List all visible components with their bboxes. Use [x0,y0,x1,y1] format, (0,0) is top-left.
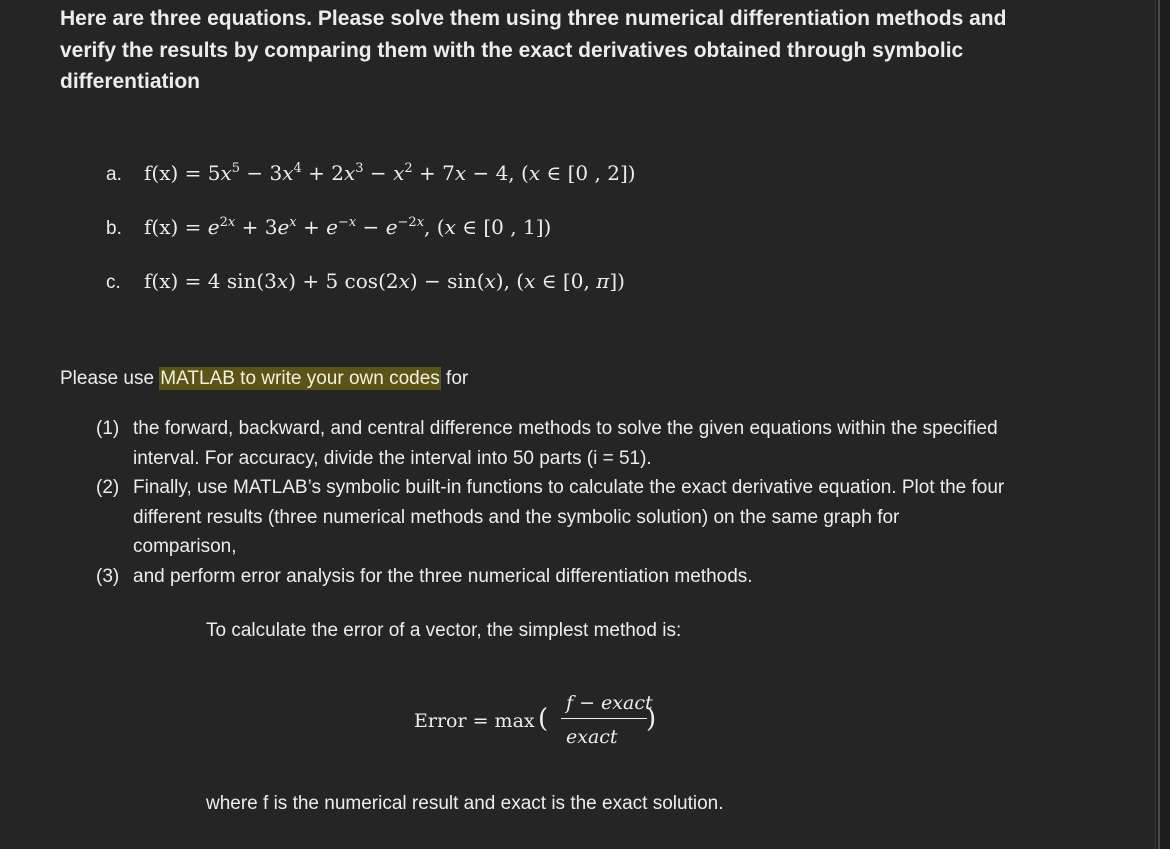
step-number: (3) [96,565,120,587]
highlighted-text: MATLAB to write your own codes [160,368,440,389]
where-text: where f is the numerical result and exact is the exact solution. [206,793,724,814]
right-paren: ) [646,704,657,734]
equation-text: $f(x) = 5x^5 - 3x^4 + 2x^3 - x^2 + 7x - 4$, (x ∈ [0 , 2]) [144,161,636,185]
equation-label: b. [106,218,122,239]
list-item [96,562,1006,592]
step-number: (2) [96,477,120,498]
intro-paragraph: Here are three equations. Please solve them using three numerical differentiation methods and verify the results by comparing them with the exact derivatives obtained through symbolic differentiation [60,7,1007,93]
equation-label: c. [106,272,121,293]
fraction-bar [561,718,647,719]
step-number: (1) [96,418,120,439]
step-text: and perform error analysis for the three numerical differentiation methods. [133,565,753,587]
error-intro: To calculate the error of a vector, the simplest method is: [206,620,682,641]
equation-a [106,161,636,186]
list-item [96,414,1006,473]
list-item [96,473,1006,562]
step-text: Finally, use MATLAB’s symbolic built-in functions to calculate the exact derivative equation. Plot the four different results (three numerical methods and the symbolic solution) on the same graph for comparison, [133,477,1005,557]
equation-text: f(x) = 4 sin(3x) + 5 cos(2x) − sin(x), (x ∈ [0, π]) [144,269,625,293]
left-paren: ( [538,704,549,734]
steps-list [96,414,1006,591]
equation-b [106,215,551,240]
instruction-suffix: for [440,368,469,389]
equation-text: $f(x) = e^{2x} + 3e^x + e^{-x} - e^{-2x}$, (x ∈ [0 , 1]) [144,215,552,239]
equation-label: a. [106,164,122,185]
formula-lhs: Error = max [414,710,535,732]
step-text: the forward, backward, and central difference methods to solve the given equations within the specified interval. For accuracy, divide the interval into 50 parts (i = 51). [133,418,998,469]
equation-c [106,269,625,294]
instruction-prefix: Please use [60,368,160,389]
scrollbar-track[interactable] [1158,0,1160,849]
formula-numerator: f − exact [566,692,653,714]
instruction-line [60,368,468,390]
formula-denominator: exact [566,726,618,748]
